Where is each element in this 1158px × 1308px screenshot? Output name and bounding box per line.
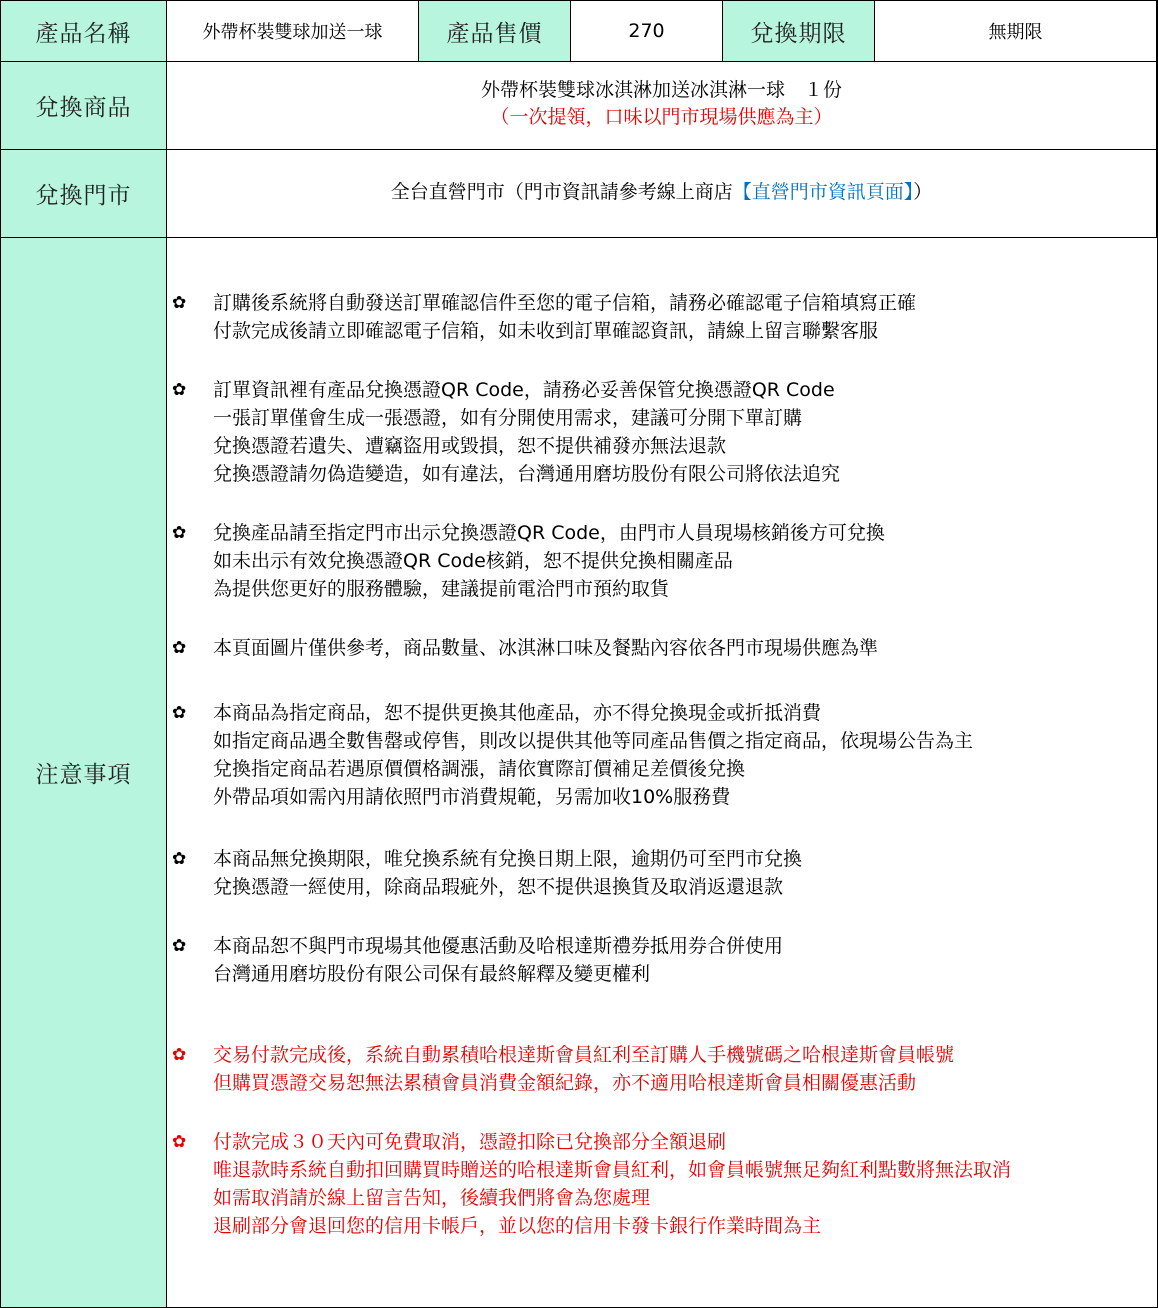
note-line: 交易付款完成後，系統自動累積哈根達斯會員紅利至訂購人手機號碼之哈根達斯會員帳號 xyxy=(213,1044,955,1066)
flower-icon: ✿ xyxy=(172,1132,187,1152)
note-line: 如需取消請於線上留言告知，後續我們將會為您處理 xyxy=(213,1187,651,1209)
store-info-link[interactable]: 【直營門市資訊頁面】 xyxy=(732,181,914,203)
note-line: 兌換憑證一經使用，除商品瑕疵外，恕不提供退換貨及取消返還退款 xyxy=(213,876,784,898)
note-line: 兌換憑證請勿偽造變造，如有違法，台灣通用磨坊股份有限公司將依法追究 xyxy=(213,463,841,485)
redeem-store-text-end: ） xyxy=(913,181,933,203)
flower-icon: ✿ xyxy=(172,380,187,400)
product-name-value: 外帶杯裝雙球加送一球 xyxy=(167,1,419,62)
note-line: 兌換產品請至指定門市出示兌換憑證QR Code，由門市人員現場核銷後方可兌換 xyxy=(213,522,885,544)
flower-icon: ✿ xyxy=(172,703,187,723)
note-line: 本頁面圖片僅供參考，商品數量、冰淇淋口味及餐點內容依各門市現場供應為準 xyxy=(213,637,879,659)
note-item xyxy=(169,519,1149,603)
note-line: 一張訂單僅會生成一張憑證，如有分開使用需求，建議可分開下單訂購 xyxy=(213,407,803,429)
note-line: 本商品為指定商品，恕不提供更換其他產品，亦不得兌換現金或折抵消費 xyxy=(213,702,822,724)
flower-icon: ✿ xyxy=(172,849,187,869)
period-label: 兌換期限 xyxy=(723,1,875,62)
note-item xyxy=(169,699,1149,811)
flower-icon: ✿ xyxy=(172,293,187,313)
note-item xyxy=(169,1128,1149,1240)
redeem-item-note: （一次提領，口味以門市現場供應為主） xyxy=(490,105,833,128)
note-line: 台灣通用磨坊股份有限公司保有最終解釋及變更權利 xyxy=(213,963,651,985)
note-line: 兌換憑證若遺失、遭竊盜用或毀損，恕不提供補發亦無法退款 xyxy=(213,435,727,457)
note-item xyxy=(169,932,1149,988)
redeem-store-label: 兌換門市 xyxy=(1,150,167,238)
note-line: 如未出示有效兌換憑證QR Code核銷，恕不提供兌換相關產品 xyxy=(213,550,733,572)
note-line: 為提供您更好的服務體驗，建議提前電洽門市預約取貨 xyxy=(213,578,670,600)
redeem-store-text: 全台直營門市（門市資訊請參考線上商店 xyxy=(390,181,733,203)
note-line: 付款完成後請立即確認電子信箱，如未收到訂單確認資訊，請線上留言聯繫客服 xyxy=(213,320,879,342)
flower-icon: ✿ xyxy=(172,1045,187,1065)
price-value: 270 xyxy=(571,1,723,62)
flower-icon: ✿ xyxy=(172,523,187,543)
note-item xyxy=(169,634,1149,662)
redeem-item-cell xyxy=(167,62,1157,150)
period-value: 無期限 xyxy=(875,1,1157,62)
product-name-label: 產品名稱 xyxy=(1,1,167,62)
note-line: 外帶品項如需內用請依照門市消費規範，另需加收10%服務費 xyxy=(213,786,731,808)
note-item xyxy=(169,845,1149,901)
note-line: 但購買憑證交易恕無法累積會員消費金額紀錄，亦不適用哈根達斯會員相關優惠活動 xyxy=(213,1072,917,1094)
notes-label: 注意事項 xyxy=(1,238,167,1307)
note-item xyxy=(169,289,1149,345)
note-item xyxy=(169,1041,1149,1097)
note-line: 付款完成３０天內可免費取消，憑證扣除已兌換部分全額退刷 xyxy=(213,1131,727,1153)
note-item xyxy=(169,376,1149,488)
note-line: 如指定商品遇全數售罄或停售，則改以提供其他等同產品售價之指定商品，依現場公告為主 xyxy=(213,730,974,752)
note-line: 退刷部分會退回您的信用卡帳戶，並以您的信用卡發卡銀行作業時間為主 xyxy=(213,1215,822,1237)
redeem-item-label: 兌換商品 xyxy=(1,62,167,150)
note-line: 唯退款時系統自動扣回購買時贈送的哈根達斯會員紅利，如會員帳號無足夠紅利點數將無法取消 xyxy=(213,1159,1012,1181)
note-line: 兌換指定商品若遇原價價格調漲，請依實際訂價補足差價後兌換 xyxy=(213,758,746,780)
flower-icon: ✿ xyxy=(172,638,187,658)
price-label: 產品售價 xyxy=(419,1,571,62)
redeem-item-line: 外帶杯裝雙球冰淇淋加送冰淇淋一球 １份 xyxy=(480,78,842,101)
note-line: 訂單資訊裡有產品兌換憑證QR Code，請務必妥善保管兌換憑證QR Code xyxy=(213,379,835,401)
note-line: 本商品無兌換期限，唯兌換系統有兌換日期上限，逾期仍可至門市兌換 xyxy=(213,848,803,870)
note-line: 訂購後系統將自動發送訂單確認信件至您的電子信箱，請務必確認電子信箱填寫正確 xyxy=(213,292,917,314)
redeem-store-cell xyxy=(167,150,1157,238)
flower-icon: ✿ xyxy=(172,936,187,956)
note-line: 本商品恕不與門市現場其他優惠活動及哈根達斯禮券抵用券合併使用 xyxy=(213,935,784,957)
